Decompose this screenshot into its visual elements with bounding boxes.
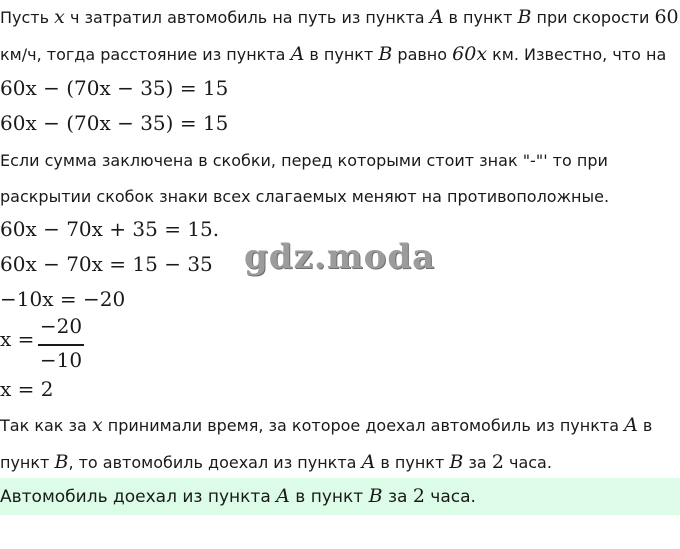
- fraction-numerator: −20: [39, 314, 83, 338]
- math-var: B: [517, 6, 532, 28]
- math-var: x: [91, 414, 103, 436]
- rule-line-2: раскрытии скобок знаки всех слагаемых меняют на противоположные.: [0, 187, 610, 206]
- math-number: 60: [654, 6, 679, 28]
- conclusion-line-1: [0, 414, 652, 436]
- text: часа.: [424, 487, 476, 507]
- text: в пункт: [443, 8, 518, 27]
- math-var: x: [54, 6, 65, 28]
- text: ч затратил автомобиль на путь из пункта: [64, 8, 430, 27]
- text: км. Известно, что на: [487, 45, 667, 64]
- equation-2: 60x − (70x − 35) = 15: [0, 111, 229, 135]
- equation-5: −10x = −20: [0, 287, 126, 311]
- math-var: A: [290, 43, 305, 65]
- text: в пункт: [289, 487, 369, 507]
- equation-6: [0, 314, 120, 372]
- math-expression: 60x: [452, 43, 488, 65]
- text: Автомобиль доехал из пункта: [0, 487, 277, 507]
- rule-line-1: Если сумма заключена в скобки, перед которыми стоит знак "-"' то при: [0, 151, 608, 170]
- text: за: [382, 487, 413, 507]
- math-var: A: [361, 451, 376, 473]
- text: при скорости: [531, 8, 655, 27]
- text: в пункт: [375, 453, 450, 472]
- equation-4: 60x − 70x = 15 − 35: [0, 252, 213, 276]
- watermark-logo: gdz.moda: [244, 237, 436, 277]
- intro-line-2: [0, 43, 666, 65]
- text: равно: [392, 45, 453, 64]
- math-var: A: [624, 414, 638, 436]
- answer-box: [0, 478, 680, 515]
- math-var: B: [368, 485, 383, 507]
- text: Пусть: [0, 8, 55, 27]
- math-var: B: [54, 451, 69, 473]
- equation-1: 60x − (70x − 35) = 15: [0, 76, 229, 100]
- math-var: A: [276, 485, 290, 507]
- equation-7: x = 2: [0, 377, 54, 401]
- text: принимали время, за которое доехал автомобиль из пункта: [102, 416, 625, 435]
- answer-text: [0, 485, 476, 507]
- intro-line-1: [0, 6, 679, 28]
- text: часа.: [503, 453, 552, 472]
- equation-3: 60x − 70x + 35 = 15.: [0, 217, 220, 241]
- conclusion-line-2: [0, 451, 552, 473]
- math-var: A: [429, 6, 444, 28]
- text: в: [637, 416, 653, 435]
- text: Так как за: [0, 416, 92, 435]
- text: пункт: [0, 453, 55, 472]
- text: в пункт: [304, 45, 379, 64]
- math-var: B: [378, 43, 393, 65]
- text: км/ч, тогда расстояние из пункта: [0, 45, 291, 64]
- text: за: [463, 453, 492, 472]
- math-number: 2: [412, 485, 425, 507]
- math-var: B: [449, 451, 464, 473]
- math-number: 2: [491, 451, 504, 473]
- equation-6-lhs: x =: [0, 327, 35, 351]
- fraction-denominator: −10: [39, 348, 83, 372]
- fraction-bar: [38, 344, 84, 346]
- text: , то автомобиль доехал из пункта: [68, 453, 362, 472]
